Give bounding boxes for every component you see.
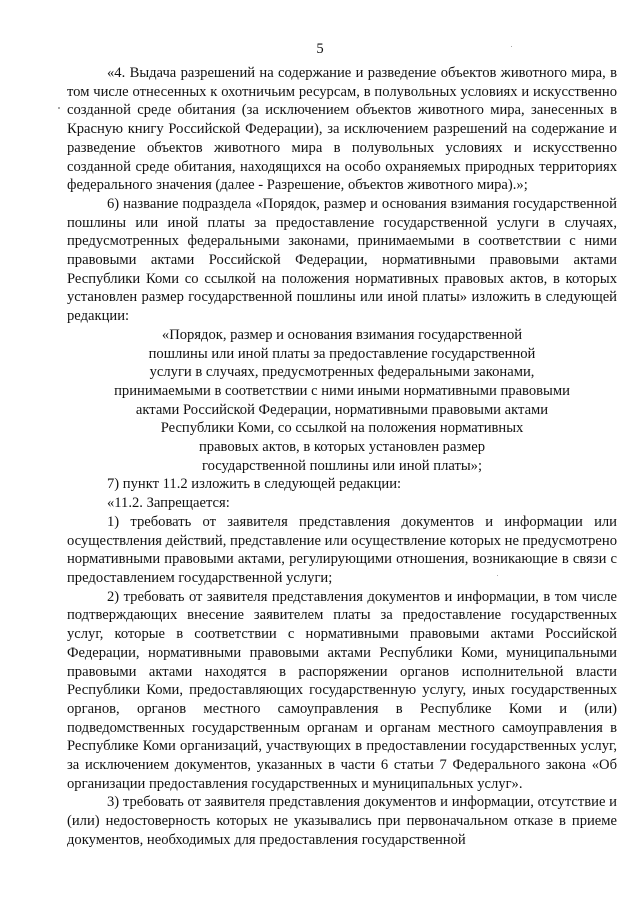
paragraph-item-6: 6) название подраздела «Порядок, размер и основания взимания государственной пошлины или иной платы за предоставление государственной услуги в случаях, предусмотренных федеральными законами, принимаемыми в соответствии с ними правовыми актами Российской Федерации, нормативными правовыми актами Республики Коми со ссылкой на положения нормативных правовых актов, в которых установлен размер государственной пошлины или иной платы» изложить в следующей редакции: [67, 195, 617, 325]
quoted-line: Республики Коми, со ссылкой на положения нормативных [160, 420, 524, 437]
paragraph-11-2-heading: «11.2. Запрещается: [107, 495, 230, 512]
quoted-line: пошлины или иной платы за предоставление государственной [148, 345, 536, 362]
list-item-2: 2) требовать от заявителя представления документов и информации, в том числе подтверждающих внесение заявителем платы за предоставление государственных услуг, которые в соответствии с нормативными правовыми актами Российской Федерации, нормативными правовыми актами Республики Коми, муниципальными правовыми актами находятся в распоряжении органов исполнительной власти Республики Коми, предоставляющих государственную услугу, иных государственных органов, органов местного самоуправления в Республике Коми и (или) подведомственных государственным органам и органам местного самоуправления в Республике Коми организаций, участвующих в предоставлении государственных услуг, за исключением документов, указанных в части 6 статьи 7 Федерального закона «Об организации предоставления государственных и муниципальных услуг». [67, 588, 617, 792]
quoted-line: принимаемыми в соответствии с ними иными нормативными правовыми [114, 382, 570, 399]
scan-speck [58, 107, 60, 109]
list-item-3: 3) требовать от заявителя представления документов и информации, отсутствие и (или) недостоверность которых не указывались при первоначальном отказе в приеме документов, необходимых для предоставления государственной [67, 794, 617, 848]
quoted-subsection-title [67, 326, 617, 476]
quoted-line: правовых актов, в которых установлен размер [198, 439, 486, 456]
quoted-line: «Порядок, размер и основания взимания государственной [161, 326, 523, 343]
quoted-line: государственной пошлины или иной платы»; [201, 457, 482, 474]
page-number: 5 [316, 41, 324, 57]
paragraph-item-7: 7) пункт 11.2 изложить в следующей редакции: [107, 476, 402, 493]
quoted-line: актами Российской Федерации, нормативными правовыми актами [135, 401, 549, 418]
paragraph-item-4: «4. Выдача разрешений на содержание и разведение объектов животного мира, в том числе отнесенных к охотничьим ресурсам, в полувольных условиях и искусственно созданной среде обитания (за исключением объектов животного мира, занесенных в Красную книгу Российской Федерации), за исключением разрешений на содержание и разведение объектов животного мира в полувольных условиях и искусственно созданной среде обитания, находящихся на особо охраняемых природных территориях федерального значения (далее - Разрешение, объектов животного мира).»; [67, 65, 617, 194]
scan-speck [497, 575, 498, 576]
quoted-line: услуги в случаях, предусмотренных федеральными законами, [149, 364, 535, 381]
scan-speck [511, 46, 512, 47]
list-item-1: 1) требовать от заявителя представления документов и информации или осуществления действий, представление или осуществление которых не предусмотрено нормативными правовыми актами, регулирующими отношения, возникающие в связи с предоставлением государственной услуги; [67, 513, 617, 586]
document-body [67, 64, 617, 850]
